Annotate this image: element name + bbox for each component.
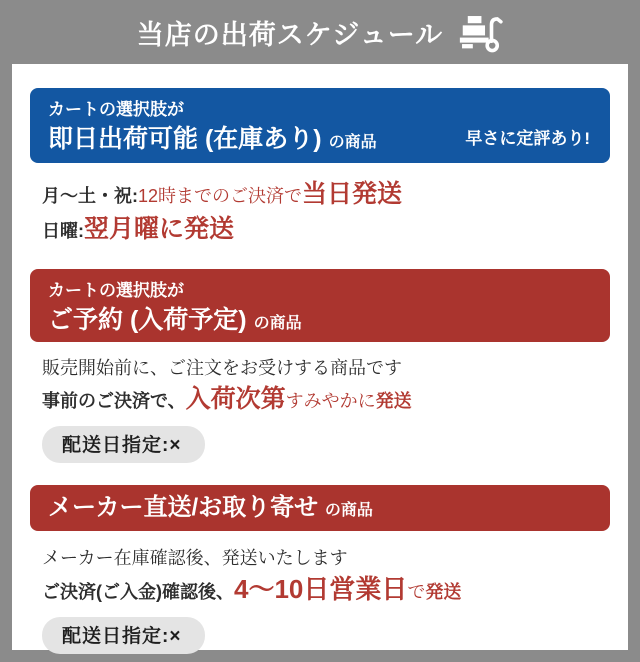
preorder-red-tail: 発送	[375, 391, 412, 411]
same-day-details	[42, 178, 610, 248]
weekday-condition: 12時までのご決済で	[138, 186, 303, 206]
direct-delivery-date-badge: 配送日指定:×	[42, 617, 205, 654]
direct-details	[42, 543, 610, 609]
weekday-highlight: 当日発送	[302, 180, 403, 208]
banner-preorder-title-main: ご予約 (入荷予定)	[48, 305, 247, 334]
content-panel	[12, 64, 628, 650]
direct-shipping-row	[42, 573, 610, 609]
banner-same-day-note: 早さに定評あり!	[465, 129, 590, 148]
preorder-delivery-date-badge: 配送日指定:×	[42, 426, 205, 463]
preorder-highlight: 入荷次第	[185, 385, 286, 413]
banner-direct-title-suffix: の商品	[324, 502, 373, 520]
weekday-label: 月〜土・祝:	[42, 186, 138, 206]
same-day-sunday-row	[42, 213, 610, 248]
direct-red-text: で	[407, 582, 426, 602]
preorder-shipping-row	[42, 383, 610, 418]
direct-highlight: 4〜10日営業日	[234, 574, 408, 604]
preorder-red-text: すみやかに	[285, 391, 376, 411]
banner-preorder-subtitle: カートの選択肢が	[48, 281, 184, 300]
page-title: 当店の出荷スケジュール	[136, 19, 444, 50]
banner-same-day	[30, 88, 610, 163]
header	[0, 0, 640, 64]
preorder-details	[42, 353, 610, 418]
banner-same-day-title-suffix: の商品	[328, 133, 377, 151]
banner-same-day-subtitle: カートの選択肢が	[48, 100, 184, 119]
sunday-label: 日曜:	[42, 221, 84, 241]
direct-condition-label: ご決済(ご入金)確認後、	[42, 582, 234, 602]
sunday-highlight: 翌月曜に発送	[84, 215, 235, 243]
banner-preorder-title-suffix: の商品	[253, 314, 302, 332]
banner-direct-title-main: メーカー直送/お取り寄せ	[48, 494, 319, 522]
banner-direct-title	[48, 492, 373, 523]
same-day-weekday-row	[42, 178, 610, 213]
hand-truck-icon	[457, 15, 503, 53]
direct-red-tail: 発送	[425, 582, 462, 602]
preorder-note-line: 販売開始前に、ご注文をお受けする商品です	[42, 358, 402, 378]
banner-direct	[30, 485, 610, 531]
banner-preorder-title	[48, 304, 592, 337]
preorder-condition-label: 事前のご決済で、	[42, 391, 186, 411]
banner-same-day-title-main: 即日出荷可能 (在庫あり)	[48, 124, 322, 153]
banner-preorder	[30, 269, 610, 342]
direct-note-line: メーカー在庫確認後、発送いたします	[42, 548, 348, 568]
